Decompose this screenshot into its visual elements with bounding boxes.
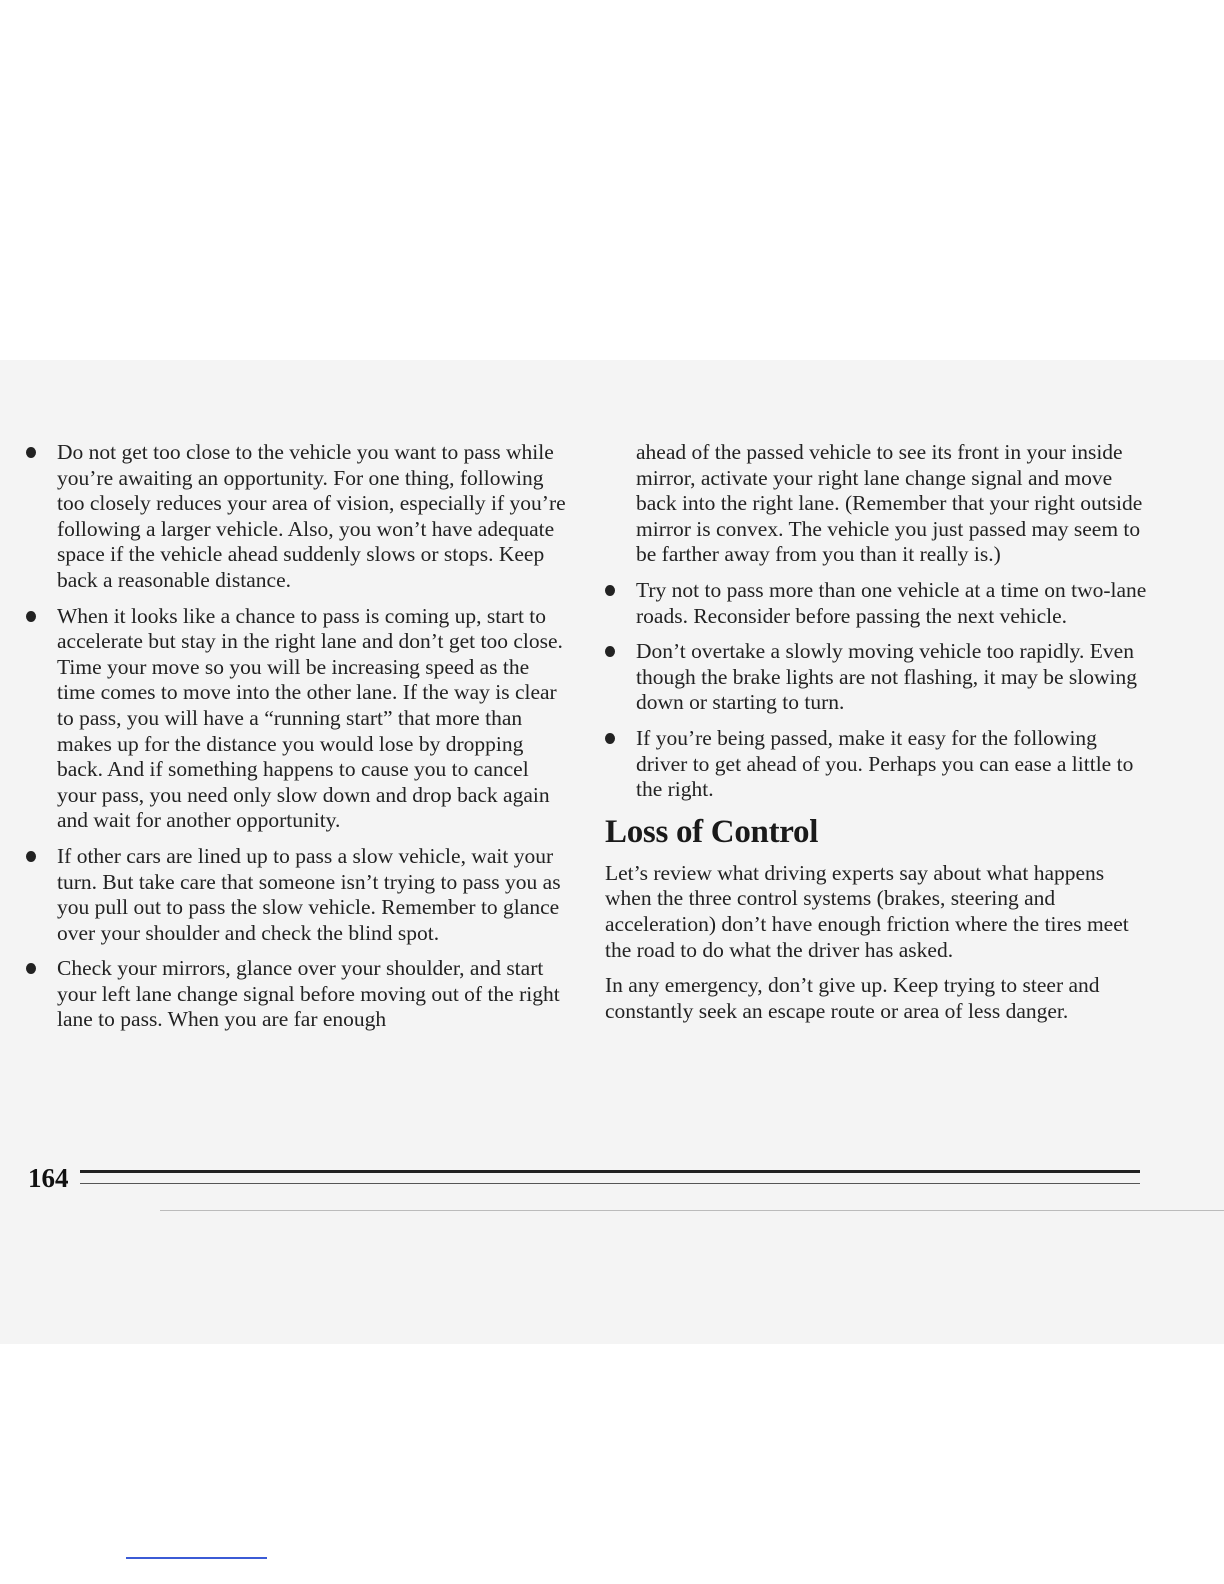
bullet-text: Don’t overtake a slowly moving vehicle too rapidly. Even though the brake lights are not flashing, it may be slowing down or starting to turn. (636, 639, 1137, 715)
section-heading: Loss of Control (605, 813, 819, 850)
link-underline[interactable] (126, 1557, 267, 1559)
right-column (605, 440, 1150, 1034)
bullet-icon (26, 611, 36, 622)
bullet-text: If other cars are lined up to pass a slow vehicle, wait your turn. But take care that someone isn’t trying to pass you as you pull out to pass the slow vehicle. Remember to glance over your shoulder and check the blind spot. (57, 843, 561, 945)
bullet-text: If you’re being passed, make it easy for the following driver to get ahead of you. Perhaps you can ease a little to the right. (636, 725, 1134, 802)
bullet-text: Check your mirrors, glance over your shoulder, and start your left lane change signal before moving out of the right lane to pass. When you are far enough (57, 956, 560, 1032)
scan-edge-line (160, 1210, 1224, 1211)
footer-rule (80, 1170, 1140, 1173)
bullet-continuation: ahead of the passed vehicle to see its front in your inside mirror, activate your right lane change signal and move back into the right lane. (Remember that your right outside mirror is convex. The vehicle you just passed may seem to be farther away from you than it really is.) (636, 440, 1143, 567)
body-paragraph: In any emergency, don’t give up. Keep trying to steer and constantly seek an escape route or area of less danger. (605, 973, 1100, 1023)
bullet-icon (26, 851, 36, 862)
bullet-item (26, 956, 566, 1033)
bullet-item (605, 639, 1150, 716)
bullet-item (26, 844, 566, 946)
bullet-item (26, 440, 566, 594)
footer-rule-thin (80, 1183, 1140, 1184)
bullet-icon (26, 963, 36, 974)
bullet-icon (26, 447, 36, 458)
bullet-icon (605, 733, 615, 744)
bullet-item (605, 578, 1150, 629)
bullet-item (26, 604, 566, 834)
bullet-text: Do not get too close to the vehicle you want to pass while you’re awaiting an opportunity. For one thing, following too closely reduces your area of vision, especially if you’re following a larger vehicle. Also, you won’t have adequate space if the vehicle ahead suddenly slows or stops. Keep back a reasonable distance. (57, 440, 566, 592)
bullet-text: Try not to pass more than one vehicle at a time on two-lane roads. Reconsider before passing the next vehicle. (636, 577, 1147, 628)
bullet-icon (605, 646, 615, 657)
bullet-text: When it looks like a chance to pass is coming up, start to accelerate but stay in the right lane and don’t get too close. Time your move so you will be increasing speed as the time comes to move into the other lane. If the way is clear to pass, you will have a “running start” that more than makes up for the distance you would lose by dropping back. And if something happens to cause you to cancel your pass, you need only slow down and drop back again and wait for another opportunity. (57, 603, 563, 833)
bullet-item (605, 726, 1150, 803)
page-number: 164 (28, 1163, 69, 1193)
bullet-icon (605, 585, 615, 596)
left-column (26, 440, 566, 1043)
body-paragraph: Let’s review what driving experts say about what happens when the three control systems (brakes, steering and acceleration) don’t have enough friction where the tires meet the road to do what the driver has asked. (605, 860, 1129, 962)
